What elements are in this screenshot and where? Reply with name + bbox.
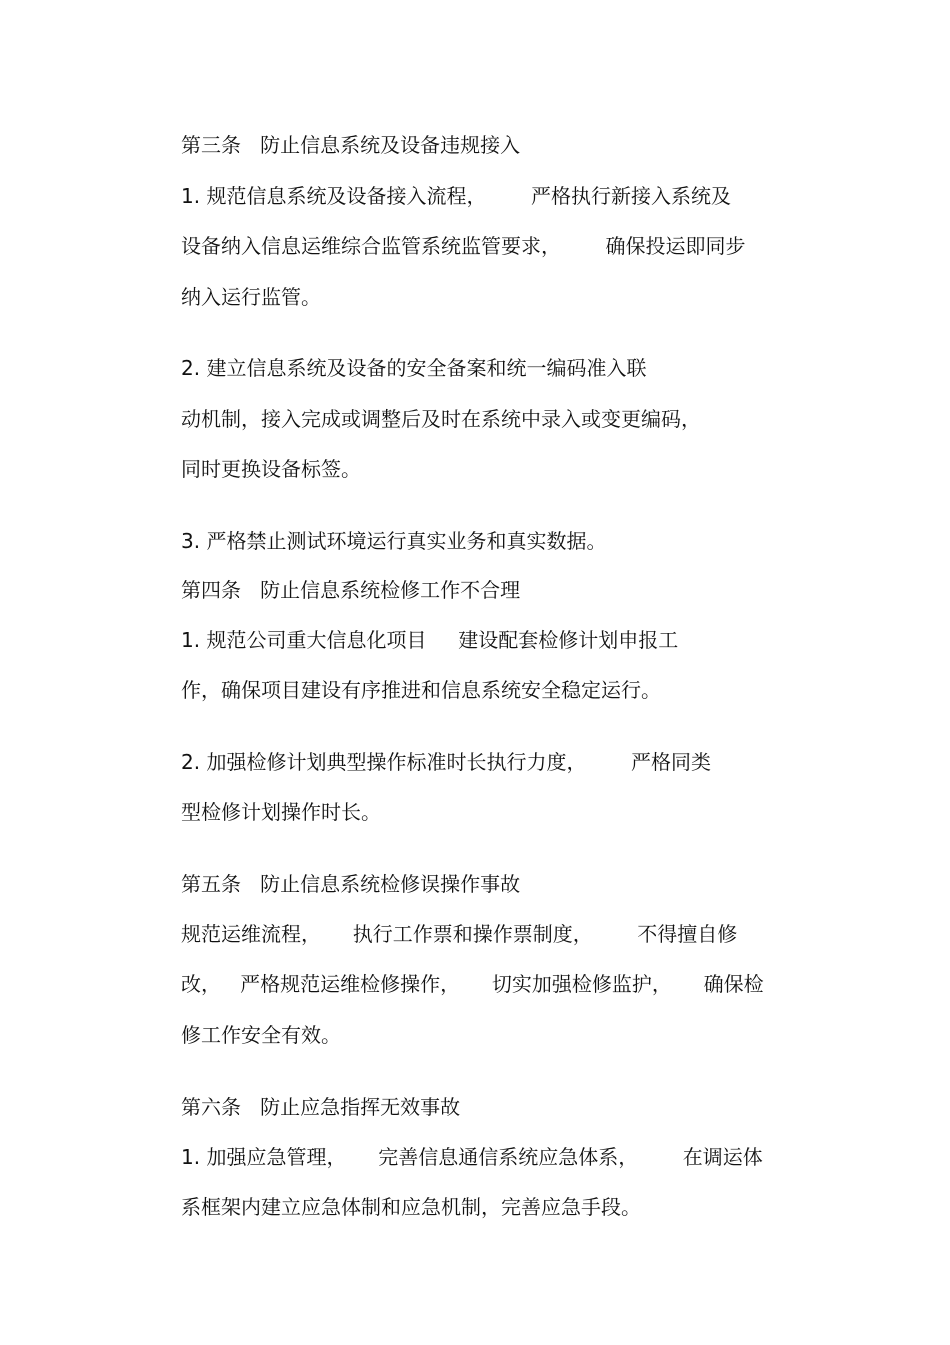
- article-3-item-3: 3. 严格禁止测试环境运行真实业务和真实数据。: [181, 529, 607, 553]
- article-4-item-1-line-1: 1. 规范公司重大信息化项目 建设配套检修计划申报工: [181, 628, 679, 652]
- article-6-item-1-line-2: 系框架内建立应急体制和应急机制，完善应急手段。: [181, 1195, 641, 1219]
- article-4-item-2-line-2: 型检修计划操作时长。: [181, 800, 381, 824]
- article-3-item-1-line-3: 纳入运行监管。: [181, 285, 321, 309]
- article-5-body-line-3: 修工作安全有效。: [181, 1023, 341, 1047]
- article-3-item-2-line-2: 动机制，接入完成或调整后及时在系统中录入或变更编码，: [181, 407, 701, 431]
- article-4-item-2-line-1: 2. 加强检修计划典型操作标准时长执行力度， 严格同类: [181, 750, 711, 774]
- article-5-heading: 第五条 防止信息系统检修误操作事故: [181, 872, 521, 896]
- article-4-heading: 第四条 防止信息系统检修工作不合理: [181, 578, 521, 602]
- article-3-item-1-line-1: 1. 规范信息系统及设备接入流程， 严格执行新接入系统及: [181, 184, 731, 208]
- article-3-heading: 第三条 防止信息系统及设备违规接入: [181, 133, 521, 157]
- article-4-item-1-line-2: 作，确保项目建设有序推进和信息系统安全稳定运行。: [181, 678, 661, 702]
- article-3-item-1-line-2: 设备纳入信息运维综合监管系统监管要求， 确保投运即同步: [181, 234, 746, 258]
- article-5-body-line-2: 改， 严格规范运维检修操作， 切实加强检修监护， 确保检: [181, 972, 764, 996]
- article-3-item-2-line-1: 2. 建立信息系统及设备的安全备案和统一编码准入联: [181, 356, 647, 380]
- article-6-item-1-line-1: 1. 加强应急管理， 完善信息通信系统应急体系， 在调运体: [181, 1145, 763, 1169]
- article-5-body-line-1: 规范运维流程， 执行工作票和操作票制度， 不得擅自修: [181, 922, 738, 946]
- article-6-heading: 第六条 防止应急指挥无效事故: [181, 1095, 461, 1119]
- article-3-item-2-line-3: 同时更换设备标签。: [181, 457, 361, 481]
